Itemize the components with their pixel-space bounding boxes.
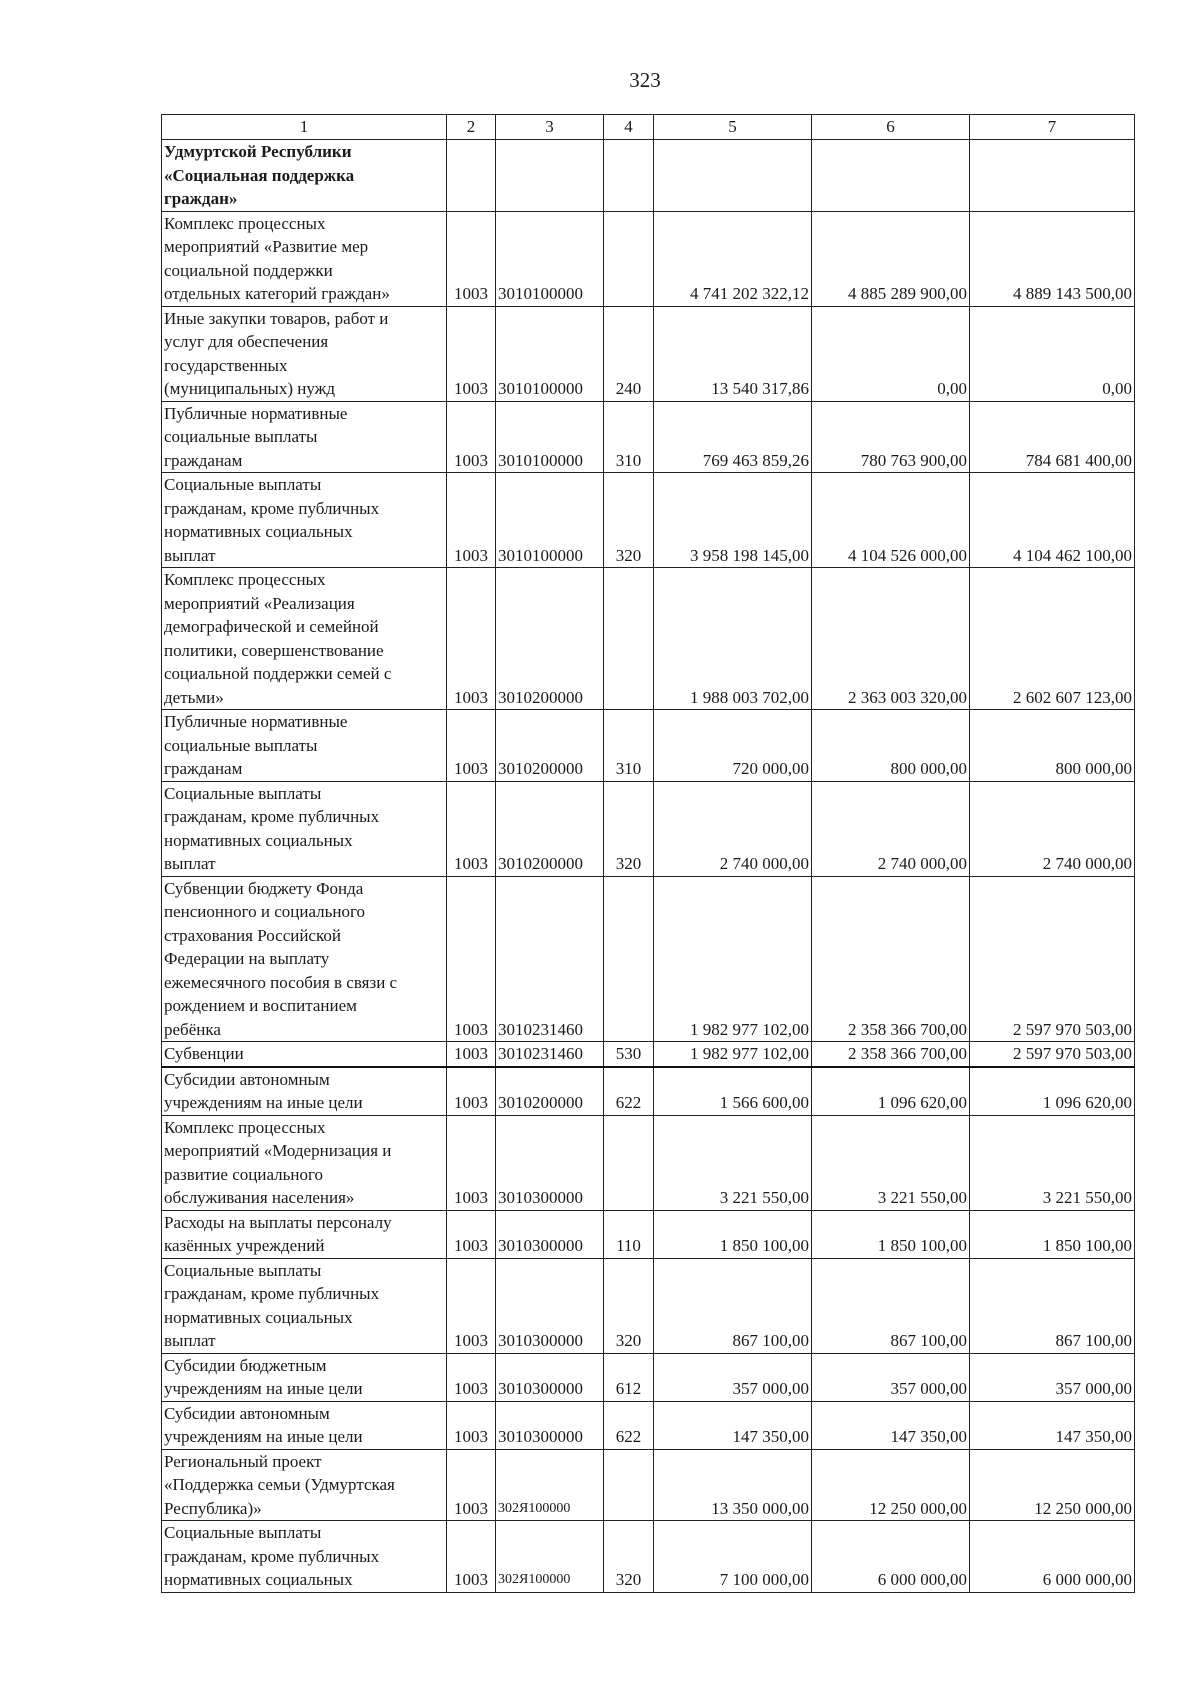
amount-col7-cell: 12 250 000,00 [970,1449,1135,1521]
amount-col7-cell: 1 850 100,00 [970,1210,1135,1258]
row-name-line: выплат [164,1331,216,1350]
row-name-line: Субсидии автономным [164,1069,330,1089]
table-row [162,473,1135,568]
target-code-cell: 3010300000 [496,1115,604,1210]
row-name-cell [162,1210,447,1258]
row-name-line: нормативных социальных [164,1307,353,1327]
amount-col5-cell: 867 100,00 [654,1258,812,1353]
table-row [162,710,1135,782]
row-name-cell [162,211,447,306]
section-cell: 1003 [447,710,496,782]
section-cell: 1003 [447,401,496,473]
column-header-1: 1 [162,115,447,140]
amount-col6-cell: 1 096 620,00 [812,1067,970,1116]
expense-type-cell: 240 [604,306,654,401]
row-name-line: обслуживания населения» [164,1188,355,1207]
row-name-cell [162,1258,447,1353]
expense-type-cell: 320 [604,473,654,568]
row-name-line: Социальные выплаты [164,1523,322,1542]
table-row [162,401,1135,473]
section-cell: 1003 [447,211,496,306]
amount-col7-cell: 784 681 400,00 [970,401,1135,473]
row-name-line: гражданам, кроме публичных [164,1546,380,1566]
table-body [162,140,1135,1593]
amount-col5-cell: 1 982 977 102,00 [654,876,812,1042]
row-name-line: детьми» [164,687,224,707]
row-name-line: выплат [164,545,216,565]
row-name-line: Республика)» [164,1498,262,1518]
row-name-line: Субвенции [164,1044,244,1063]
row-name-cell [162,306,447,401]
amount-col6-cell: 12 250 000,00 [812,1449,970,1521]
row-name-line: нормативных социальных [164,830,353,850]
amount-col7-cell: 6 000 000,00 [970,1521,1135,1593]
table-row [162,211,1135,306]
table-row [162,568,1135,710]
amount-col7-cell: 867 100,00 [970,1258,1135,1353]
amount-col6-cell: 800 000,00 [812,710,970,782]
row-name-cell [162,140,447,212]
row-name-line: отдельных категорий граждан» [164,284,390,303]
table-row [162,1067,1135,1116]
expense-type-cell: 612 [604,1353,654,1401]
amount-col5-cell: 3 958 198 145,00 [654,473,812,568]
expense-type-cell: 310 [604,401,654,473]
page-number: 323 [629,68,661,92]
row-name-line: Социальные выплаты [164,475,322,494]
section-cell [447,140,496,212]
expense-type-cell: 110 [604,1210,654,1258]
amount-col5-cell: 1 850 100,00 [654,1210,812,1258]
amount-col5-cell: 1 982 977 102,00 [654,1042,812,1067]
amount-col7-cell: 357 000,00 [970,1353,1135,1401]
section-cell: 1003 [447,1401,496,1449]
table-row [162,781,1135,876]
amount-col7-cell: 2 597 970 503,00 [970,876,1135,1042]
expense-type-cell [604,1449,654,1521]
row-name-cell [162,1521,447,1593]
row-name-cell [162,1042,447,1067]
target-code-cell: 302Я100000 [496,1521,604,1593]
amount-col5-cell: 3 221 550,00 [654,1115,812,1210]
expense-type-cell: 320 [604,1258,654,1353]
amount-col6-cell: 2 363 003 320,00 [812,568,970,710]
section-cell: 1003 [447,1067,496,1116]
row-name-line: учреждениям на иные цели [164,1379,363,1398]
row-name-line: нормативных социальных [164,522,353,541]
target-code-cell: 3010300000 [496,1210,604,1258]
expense-type-cell [604,211,654,306]
row-name-line: нормативных социальных [164,1570,353,1589]
row-name-line: Удмуртской Республики [164,142,352,161]
target-code-cell: 3010200000 [496,1067,604,1116]
expense-type-cell: 310 [604,710,654,782]
table-row [162,140,1135,212]
target-code-cell: 3010231460 [496,876,604,1042]
table-header-row [162,115,1135,140]
row-name-line: государственных [164,355,288,375]
table-row [162,1042,1135,1067]
amount-col6-cell: 1 850 100,00 [812,1210,970,1258]
amount-col6-cell: 6 000 000,00 [812,1521,970,1593]
target-code-cell: 3010200000 [496,781,604,876]
row-name-line: (муниципальных) нужд [164,379,336,398]
expense-type-cell: 320 [604,1521,654,1593]
row-name-cell [162,1449,447,1521]
expense-type-cell: 622 [604,1067,654,1116]
amount-col6-cell [812,140,970,212]
row-name-line: политики, совершенствование [164,640,384,660]
row-name-line: учреждениям на иные цели [164,1427,363,1446]
amount-col5-cell: 13 350 000,00 [654,1449,812,1521]
row-name-line: гражданам, кроме публичных [164,498,380,518]
row-name-line: Комплекс процессных [164,1117,326,1137]
column-header-6: 6 [812,115,970,140]
section-cell: 1003 [447,781,496,876]
target-code-cell: 3010100000 [496,306,604,401]
target-code-cell: 3010300000 [496,1401,604,1449]
amount-col7-cell: 0,00 [970,306,1135,401]
section-cell: 1003 [447,1521,496,1593]
row-name-line: Расходы на выплаты персоналу [164,1212,392,1232]
table-row [162,876,1135,1042]
row-name-cell [162,1401,447,1449]
row-name-line: учреждениям на иные цели [164,1093,363,1112]
column-header-2: 2 [447,115,496,140]
row-name-line: «Поддержка семьи (Удмуртская [164,1475,395,1494]
row-name-line: рождением и воспитанием [164,996,357,1015]
row-name-line: ребёнка [164,1019,221,1039]
expense-type-cell [604,1115,654,1210]
amount-col7-cell: 2 740 000,00 [970,781,1135,876]
row-name-line: Субвенции бюджету Фонда [164,878,364,898]
row-name-line: социальные выплаты [164,427,318,446]
target-code-cell: 3010200000 [496,710,604,782]
row-name-line: Социальные выплаты [164,783,322,803]
row-name-line: казённых учреждений [164,1236,325,1255]
row-name-cell [162,401,447,473]
row-name-line: выплат [164,854,216,873]
amount-col7-cell: 4 104 462 100,00 [970,473,1135,568]
section-cell: 1003 [447,1353,496,1401]
amount-col6-cell: 4 104 526 000,00 [812,473,970,568]
row-name-cell [162,781,447,876]
amount-col7-cell: 3 221 550,00 [970,1115,1135,1210]
row-name-line: Федерации на выплату [164,949,330,968]
budget-table [161,114,1135,1593]
row-name-cell [162,1067,447,1116]
expense-type-cell [604,568,654,710]
amount-col6-cell: 147 350,00 [812,1401,970,1449]
row-name-cell [162,1115,447,1210]
table-row [162,1449,1135,1521]
table-row [162,1115,1135,1210]
row-name-line: мероприятий «Реализация [164,593,355,613]
amount-col6-cell: 867 100,00 [812,1258,970,1353]
amount-col5-cell: 1 988 003 702,00 [654,568,812,710]
amount-col5-cell: 1 566 600,00 [654,1067,812,1116]
row-name-line: Публичные нормативные [164,403,348,423]
row-name-line: Субсидии автономным [164,1403,330,1423]
amount-col6-cell: 0,00 [812,306,970,401]
row-name-line: Региональный проект [164,1451,322,1471]
amount-col7-cell: 1 096 620,00 [970,1067,1135,1116]
amount-col6-cell: 4 885 289 900,00 [812,211,970,306]
row-name-line: социальные выплаты [164,735,318,755]
amount-col6-cell: 780 763 900,00 [812,401,970,473]
row-name-line: пенсионного и социального [164,902,366,921]
table-row [162,1210,1135,1258]
row-name-line: услуг для обеспечения [164,332,329,351]
row-name-line: мероприятий «Развитие мер [164,237,369,256]
table-row [162,1258,1135,1353]
amount-col5-cell: 7 100 000,00 [654,1521,812,1593]
expense-type-cell [604,876,654,1042]
table-row [162,1521,1135,1593]
target-code-cell: 3010100000 [496,211,604,306]
amount-col5-cell [654,140,812,212]
row-name-line: Социальные выплаты [164,1260,322,1280]
row-name-line: гражданам [164,450,243,470]
amount-col5-cell: 720 000,00 [654,710,812,782]
table-row [162,1401,1135,1449]
amount-col6-cell: 2 358 366 700,00 [812,876,970,1042]
row-name-line: ежемесячного пособия в связи с [164,972,398,992]
target-code-cell: 3010200000 [496,568,604,710]
row-name-line: Комплекс процессных [164,570,326,589]
amount-col6-cell: 2 740 000,00 [812,781,970,876]
amount-col5-cell: 769 463 859,26 [654,401,812,473]
row-name-line: социальной поддержки семей с [164,664,392,683]
table-row [162,306,1135,401]
row-name-line: развитие социального [164,1164,324,1184]
row-name-line: гражданам, кроме публичных [164,1284,380,1303]
row-name-line: гражданам, кроме публичных [164,807,380,826]
target-code-cell: 3010231460 [496,1042,604,1067]
section-cell: 1003 [447,1449,496,1521]
section-cell: 1003 [447,1258,496,1353]
amount-col7-cell: 800 000,00 [970,710,1135,782]
section-cell: 1003 [447,568,496,710]
target-code-cell: 3010300000 [496,1353,604,1401]
expense-type-cell: 530 [604,1042,654,1067]
column-header-5: 5 [654,115,812,140]
amount-col6-cell: 357 000,00 [812,1353,970,1401]
row-name-line: мероприятий «Модернизация и [164,1141,392,1160]
amount-col5-cell: 4 741 202 322,12 [654,211,812,306]
section-cell: 1003 [447,1115,496,1210]
column-header-4: 4 [604,115,654,140]
target-code-cell [496,140,604,212]
amount-col5-cell: 13 540 317,86 [654,306,812,401]
row-name-line: страхования Российской [164,925,341,945]
amount-col7-cell: 4 889 143 500,00 [970,211,1135,306]
section-cell: 1003 [447,1210,496,1258]
row-name-line: Комплекс процессных [164,213,326,233]
amount-col6-cell: 3 221 550,00 [812,1115,970,1210]
target-code-cell: 302Я100000 [496,1449,604,1521]
row-name-line: «Социальная поддержка [164,165,355,185]
amount-col7-cell: 2 597 970 503,00 [970,1042,1135,1067]
section-cell: 1003 [447,473,496,568]
column-header-3: 3 [496,115,604,140]
row-name-cell [162,876,447,1042]
row-name-line: гражданам [164,759,243,778]
target-code-cell: 3010300000 [496,1258,604,1353]
row-name-cell [162,568,447,710]
row-name-cell [162,710,447,782]
target-code-cell: 3010100000 [496,401,604,473]
amount-col5-cell: 357 000,00 [654,1353,812,1401]
amount-col7-cell: 2 602 607 123,00 [970,568,1135,710]
amount-col7-cell: 147 350,00 [970,1401,1135,1449]
row-name-line: социальной поддержки [164,260,333,280]
row-name-cell [162,473,447,568]
row-name-line: Публичные нормативные [164,712,348,731]
expense-type-cell: 320 [604,781,654,876]
row-name-line: Субсидии бюджетным [164,1355,327,1375]
amount-col6-cell: 2 358 366 700,00 [812,1042,970,1067]
amount-col5-cell: 147 350,00 [654,1401,812,1449]
amount-col5-cell: 2 740 000,00 [654,781,812,876]
expense-type-cell: 622 [604,1401,654,1449]
row-name-line: граждан» [164,189,238,208]
row-name-line: Иные закупки товаров, работ и [164,308,389,328]
column-header-7: 7 [970,115,1135,140]
section-cell: 1003 [447,306,496,401]
row-name-cell [162,1353,447,1401]
expense-type-cell [604,140,654,212]
section-cell: 1003 [447,876,496,1042]
table-row [162,1353,1135,1401]
row-name-line: демографической и семейной [164,617,379,636]
target-code-cell: 3010100000 [496,473,604,568]
amount-col7-cell [970,140,1135,212]
section-cell: 1003 [447,1042,496,1067]
